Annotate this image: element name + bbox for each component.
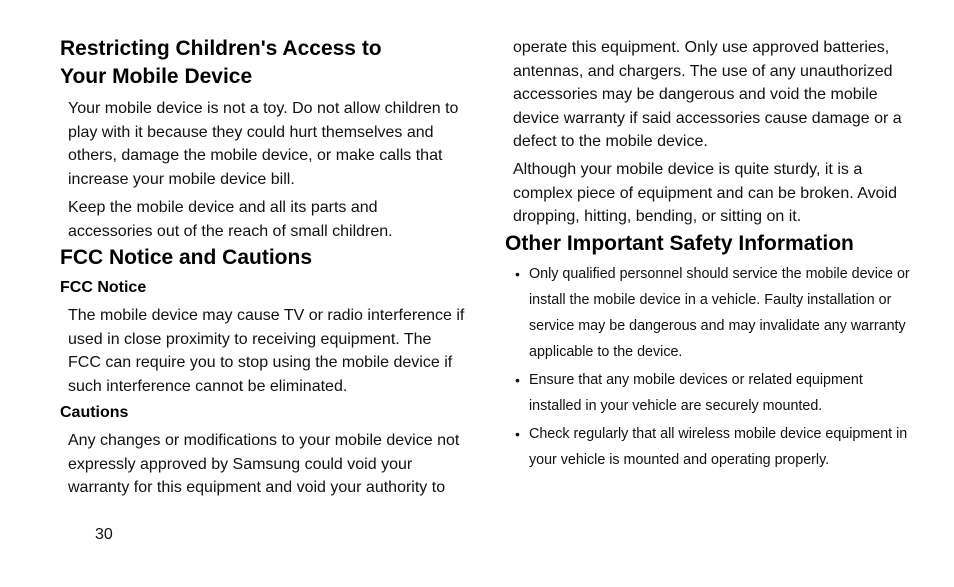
page-number: 30 [95,526,113,543]
bullet-text-qualified-personnel: Only qualified personnel should service the mobile device or install the mobile device in a vehicle. Faulty installation or service may be dangerous and may invalidate any warranty applicable to the device. [529,266,910,360]
paragraph-sturdy-device: Although your mobile device is quite sturdy, it is a complex piece of equipment and can be broken. Avoid dropping, hitting, bending, or sitting on it. [513,161,897,226]
paragraph-continuation: operate this equipment. Only use approved batteries, antennas, and chargers. The use of any unauthorized accessories may be dangerous and void the mobile device warranty if said accessories cause damage or a defect to the mobile device. [513,39,902,151]
paragraph-fcc-interference: The mobile device may cause TV or radio interference if used in close proximity to receiving equipment. The FCC can require you to stop using the mobile device if such interference cannot be eliminated. [68,307,465,395]
heading-other-safety-info: Other Important Safety Information [505,232,854,255]
list-item [505,261,915,365]
heading-restricting-children [60,35,480,91]
subheading-fcc-notice: FCC Notice [60,279,147,296]
heading-fcc-notice-cautions: FCC Notice and Cautions [60,246,313,269]
bullet-icon: • [515,426,520,442]
bullet-icon: • [515,372,520,388]
subheading-cautions: Cautions [60,404,129,421]
list-item [505,421,915,473]
bullet-text-check-regularly: Check regularly that all wireless mobile device equipment in your vehicle is mounted and operating properly. [529,426,908,468]
bullet-icon: • [515,266,520,282]
list-item [505,367,915,419]
paragraph-modifications: Any changes or modifications to your mobile device not expressly approved by Samsung could void your warranty for this equipment and void your authority to [68,432,460,497]
safety-bullet-list [505,261,915,473]
paragraph-small-children: Keep the mobile device and all its parts and accessories out of the reach of small children. [68,199,393,240]
heading-line-2: Your Mobile Device [60,65,253,88]
bullet-text-secure-mounting: Ensure that any mobile devices or related equipment installed in your vehicle are securely mounted. [529,372,863,414]
heading-line-1: Restricting Children's Access to [60,37,382,60]
paragraph-toy-warning: Your mobile device is not a toy. Do not allow children to play with it because they could hurt themselves and others, damage the mobile device, or make calls that increase your mobile device bill. [68,100,459,188]
